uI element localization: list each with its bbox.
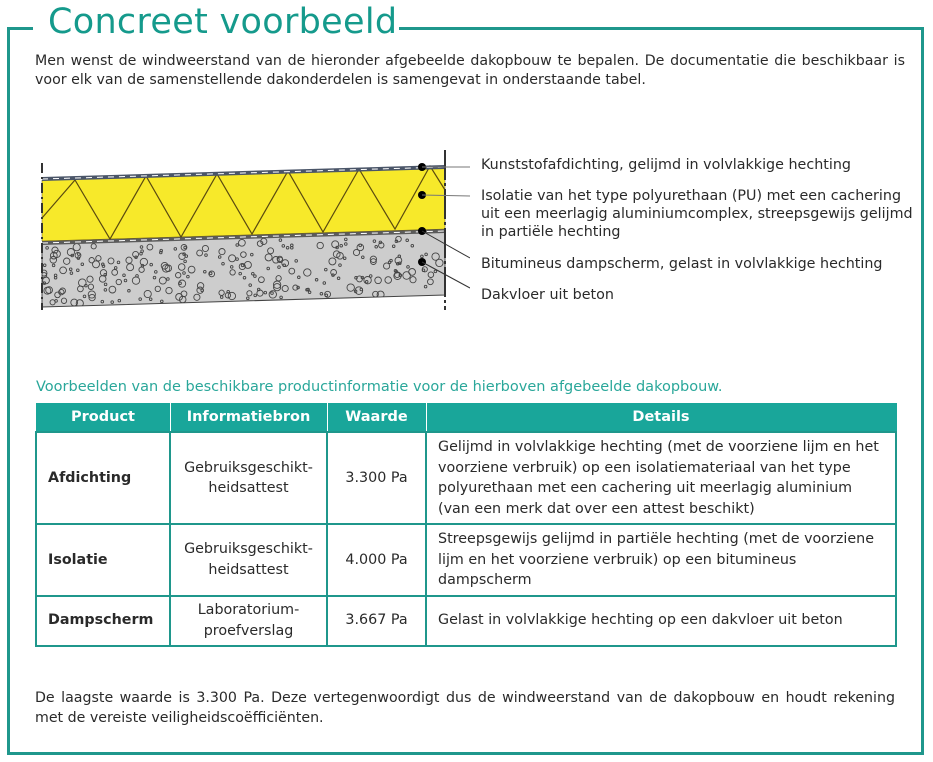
page-title: Concreet voorbeeld (48, 2, 398, 42)
cell-source (170, 432, 327, 524)
frame-border-right (921, 27, 924, 755)
label-insulation-line3: in partiële hechting (481, 224, 621, 240)
frame-border-left (7, 27, 10, 755)
cell-source (170, 596, 327, 646)
table-row (36, 524, 896, 596)
label-insulation-line2: uit een meerlagig aluminiumcomplex, streepsgewijs gelijmd (481, 206, 913, 222)
frame-border-bottom (7, 752, 924, 755)
table-row (36, 432, 896, 524)
cell-source-line1: Gebruiksgeschikt- (184, 459, 313, 476)
cell-source-line1: Gebruiksgeschikt- (184, 541, 313, 558)
label-membrane-text: Kunststofafdichting, gelijmd in volvlakkige hechting (481, 157, 851, 173)
cell-details: Gelijmd in volvlakkige hechting (met de voorziene lijm en het voorziene verbruik) op een isolatiemateriaal van het type polyurethaan met een cachering uit meerlagig aluminium (van een merk dat over een attest beschikt) (426, 432, 896, 524)
conclusion-paragraph: De laagste waarde is 3.300 Pa. Deze vertegenwoordigt dus de windweerstand van de dakopbouw en houdt rekening met de vereiste veiligheidscoëfficiënten. (35, 690, 895, 726)
cell-product: Dampscherm (36, 596, 170, 646)
cell-product: Afdichting (36, 432, 170, 524)
cell-source-line2: heidsattest (208, 480, 289, 496)
roof-section-diagram (30, 150, 470, 320)
label-insulation (481, 187, 913, 241)
label-concrete-text: Dakvloer uit beton (481, 287, 614, 303)
cell-source-line2: proefverslag (203, 622, 294, 639)
header-details: Details (426, 403, 896, 432)
cell-source-line2: heidsattest (208, 561, 289, 578)
cell-details: Gelast in volvlakkige hechting op een dakvloer uit beton (426, 596, 896, 646)
frame-border-top-right (399, 27, 924, 30)
label-vapour-barrier-text: Bitumineus dampscherm, gelast in volvlakkige hechting (481, 256, 883, 272)
table-row (36, 596, 896, 646)
cell-source (170, 524, 327, 596)
intro-paragraph: Men wenst de windweerstand van de hieronder afgebeelde dakopbouw te bepalen. De documentatie die beschikbaar is voor elk van de samenstellende dakonderdelen is samengevat in onderstaande tabel. (35, 53, 905, 88)
cell-details: Streepsgewijs gelijmd in partiële hechting (met de voorziene lijm en het voorziene verbruik) op een bitumineus dampscherm (426, 524, 896, 596)
header-product: Product (36, 403, 170, 432)
cell-value: 4.000 Pa (327, 524, 426, 596)
label-concrete (481, 286, 614, 304)
header-informatiebron: Informatiebron (170, 403, 327, 432)
table-header-row (36, 403, 896, 432)
cell-source-line1: Laboratorium- (197, 602, 300, 618)
label-vapour-barrier (481, 255, 883, 273)
label-insulation-line1: Isolatie van het type polyurethaan (PU) met een cachering (481, 188, 902, 204)
frame-border-top-left (7, 27, 33, 30)
table-caption: Voorbeelden van de beschikbare productinformatie voor de hierboven afgebeelde dakopbouw. (36, 379, 723, 395)
cell-product: Isolatie (36, 524, 170, 596)
label-membrane (481, 156, 851, 174)
header-waarde: Waarde (327, 403, 426, 432)
product-info-table (35, 403, 897, 647)
cell-value: 3.300 Pa (327, 432, 426, 524)
cell-value: 3.667 Pa (327, 596, 426, 646)
